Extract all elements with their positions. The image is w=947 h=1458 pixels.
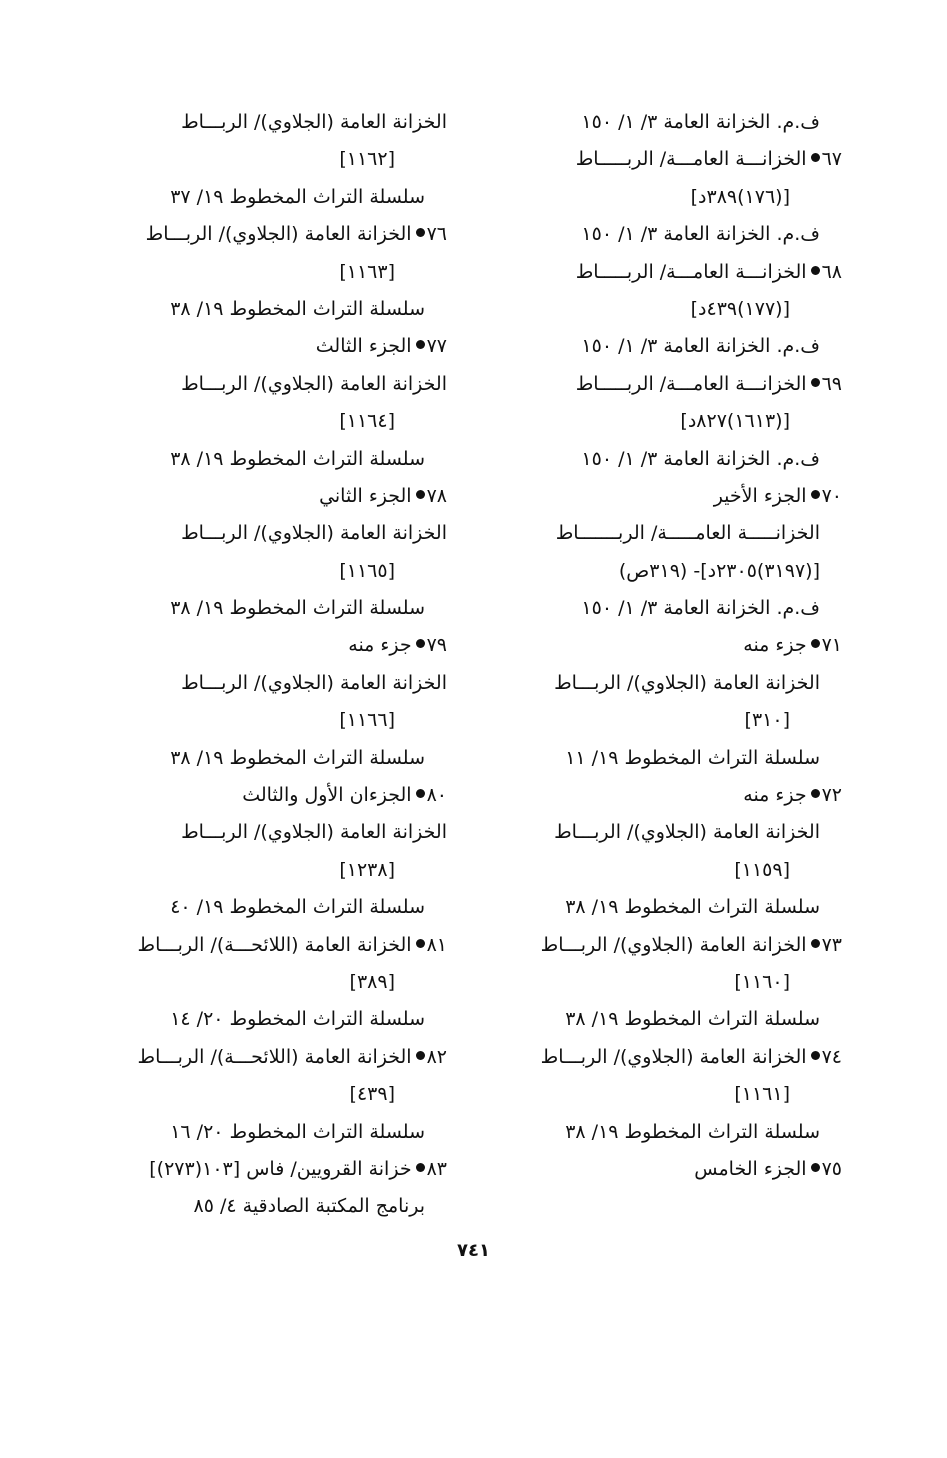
line-text: [١١٦٣] — [339, 260, 395, 283]
catalog-detail-line — [482, 964, 842, 1001]
line-text: الخزانة العامة (الجلاوي)/ الربـــاط — [181, 522, 447, 545]
line-text: الخزانة العامة (الجلاوي)/ الربـــاط — [540, 1045, 807, 1068]
entry-number: ٨٠ — [426, 784, 447, 807]
bullet-icon — [811, 1051, 820, 1060]
catalog-detail-line — [87, 441, 447, 478]
line-text: الخزانة العامة (الجلاوي)/ الربـــاط — [145, 223, 412, 246]
catalog-detail-line — [87, 553, 447, 590]
bullet-icon — [811, 639, 820, 648]
bullet-icon — [416, 228, 425, 237]
catalog-detail-line — [87, 1188, 447, 1225]
entry-number: ٧٤ — [821, 1045, 842, 1068]
catalog-detail-line — [482, 403, 842, 440]
line-text: سلسلة التراث المخطوط ١٩/ ٣٨ — [170, 447, 425, 470]
line-text: الخزانة العامة (الجلاوي)/ الربـــاط — [540, 933, 807, 956]
entry-number: ٧٣ — [821, 933, 842, 956]
line-text: جزء منه — [743, 784, 807, 807]
line-text: خزانة القرويين/ فاس [١٠٣(٢٧٣)] — [149, 1157, 412, 1180]
catalog-entry-line — [482, 1151, 842, 1188]
line-text: [١١٦٦] — [339, 709, 395, 732]
catalog-detail-line — [87, 814, 447, 851]
catalog-detail-line — [482, 702, 842, 739]
line-text: [١١٥٩] — [734, 858, 790, 881]
line-text: [(١٧٦)٣٨٩د] — [690, 185, 790, 208]
catalog-entry-line — [482, 627, 842, 664]
line-text: الخزانـــة العامـــة/ الربـــــاط — [575, 372, 807, 395]
line-text: جزء منه — [743, 634, 807, 657]
catalog-detail-line — [87, 104, 447, 141]
line-text: الخزانة العامة (الجلاوي)/ الربـــاط — [181, 821, 447, 844]
line-text: ف.م. الخزانة العامة ٣/ ١/ ١٥٠ — [581, 335, 820, 358]
line-text: الخزانة العامة (اللائحـــة)/ الربـــاط — [137, 1045, 412, 1068]
line-text: سلسلة التراث المخطوط ١٩/ ١١ — [565, 746, 820, 769]
line-text: [(١٧٧)٤٣٩د] — [690, 297, 790, 320]
line-text: سلسلة التراث المخطوط ١٩/ ٤٠ — [170, 896, 425, 919]
catalog-detail-line — [482, 740, 842, 777]
catalog-entry-line — [87, 627, 447, 664]
catalog-detail-line — [87, 366, 447, 403]
line-text: سلسلة التراث المخطوط ١٩/ ٣٧ — [170, 185, 425, 208]
line-text: سلسلة التراث المخطوط ١٩/ ٣٨ — [170, 746, 425, 769]
catalog-entry-line — [482, 254, 842, 291]
catalog-entry-line — [482, 777, 842, 814]
line-text: سلسلة التراث المخطوط ١٩/ ٣٨ — [565, 1008, 820, 1031]
entry-number: ٧٢ — [821, 784, 842, 807]
catalog-detail-line — [87, 291, 447, 328]
entry-number: ٦٩ — [821, 372, 842, 395]
catalog-detail-line — [87, 889, 447, 926]
line-text: [١١٦٢] — [339, 148, 395, 171]
catalog-detail-line — [87, 141, 447, 178]
line-text: الخزانة العامة (الجلاوي)/ الربـــاط — [554, 671, 820, 694]
right-column — [482, 104, 842, 1188]
catalog-detail-line — [87, 1114, 447, 1151]
entry-number: ٧١ — [821, 634, 842, 657]
page-number: ٧٤١ — [457, 1240, 490, 1261]
catalog-detail-line — [482, 515, 842, 552]
entry-number: ٨٣ — [426, 1157, 447, 1180]
line-text: ف.م. الخزانة العامة ٣/ ١/ ١٥٠ — [581, 447, 820, 470]
entry-number: ٧٠ — [821, 484, 842, 507]
catalog-entry-line — [482, 927, 842, 964]
line-text: برنامج المكتبة الصادقية ٤/ ٨٥ — [193, 1195, 425, 1218]
entry-number: ٧٦ — [426, 223, 447, 246]
entry-number: ٦٧ — [821, 148, 842, 171]
catalog-detail-line — [482, 291, 842, 328]
line-text: الخزانـــــة العامـــــة/ الربـــــــاط — [555, 522, 820, 545]
entry-number: ٨٢ — [426, 1045, 447, 1068]
bullet-icon — [416, 1051, 425, 1060]
entry-number: ٧٥ — [821, 1157, 842, 1180]
catalog-entry-line — [87, 216, 447, 253]
catalog-detail-line — [87, 852, 447, 889]
catalog-detail-line — [87, 515, 447, 552]
entry-number: ٧٩ — [426, 634, 447, 657]
line-text: [١١٦٤] — [339, 410, 395, 433]
catalog-entry-line — [87, 1039, 447, 1076]
line-text: ف.م. الخزانة العامة ٣/ ١/ ١٥٠ — [581, 597, 820, 620]
catalog-detail-line — [482, 328, 842, 365]
line-text: [(١٦١٣)٨٢٧د] — [680, 410, 790, 433]
catalog-detail-line — [482, 814, 842, 851]
bullet-icon — [811, 939, 820, 948]
catalog-entry-line — [87, 777, 447, 814]
catalog-entry-line — [482, 366, 842, 403]
catalog-entry-line — [482, 1039, 842, 1076]
catalog-detail-line — [87, 964, 447, 1001]
bullet-icon — [811, 266, 820, 275]
left-column — [87, 104, 447, 1226]
bullet-icon — [811, 789, 820, 798]
catalog-detail-line — [87, 254, 447, 291]
line-text: [١١٦١] — [734, 1083, 790, 1106]
catalog-detail-line — [482, 665, 842, 702]
line-text: ف.م. الخزانة العامة ٣/ ١/ ١٥٠ — [581, 111, 820, 133]
bullet-icon — [416, 789, 425, 798]
line-text: الجزء الثالث — [315, 335, 412, 358]
catalog-detail-line — [87, 403, 447, 440]
line-text: الجزءان الأول والثالث — [242, 784, 412, 807]
catalog-entry-line — [87, 1151, 447, 1188]
catalog-detail-line — [87, 740, 447, 777]
line-text: سلسلة التراث المخطوط ٢٠/ ١٦ — [170, 1120, 425, 1143]
bullet-icon — [811, 153, 820, 162]
bullet-icon — [811, 1163, 820, 1172]
line-text: ف.م. الخزانة العامة ٣/ ١/ ١٥٠ — [581, 223, 820, 246]
catalog-detail-line — [482, 441, 842, 478]
line-text: الخزانة العامة (الجلاوي)/ الربـــاط — [554, 821, 820, 844]
line-text: الجزء الثاني — [319, 484, 412, 507]
catalog-detail-line — [482, 1114, 842, 1151]
catalog-detail-line — [482, 179, 842, 216]
line-text: [(٣١٩٧)٢٣٠٥د]- (٣١٩ص) — [618, 559, 820, 582]
catalog-detail-line — [482, 1001, 842, 1038]
catalog-entry-line — [87, 478, 447, 515]
line-text: الخزانـــة العامـــة/ الربـــــاط — [575, 148, 807, 171]
line-text: سلسلة التراث المخطوط ١٩/ ٣٨ — [170, 297, 425, 320]
catalog-detail-line — [482, 1076, 842, 1113]
catalog-detail-line — [482, 852, 842, 889]
line-text: الخزانة العامة (الجلاوي)/ الربـــاط — [181, 111, 447, 133]
catalog-detail-line — [87, 590, 447, 627]
bullet-icon — [416, 939, 425, 948]
catalog-detail-line — [482, 889, 842, 926]
catalog-detail-line — [482, 104, 842, 141]
line-text: سلسلة التراث المخطوط ١٩/ ٣٨ — [565, 1120, 820, 1143]
catalog-detail-line — [87, 1001, 447, 1038]
line-text: الجزء الأخير — [713, 484, 807, 507]
catalog-detail-line — [87, 665, 447, 702]
line-text: [٣١٠] — [744, 709, 790, 732]
line-text: سلسلة التراث المخطوط ١٩/ ٣٨ — [565, 896, 820, 919]
entry-number: ٧٨ — [426, 484, 447, 507]
catalog-detail-line — [482, 553, 842, 590]
line-text: [٣٨٩] — [349, 970, 395, 993]
line-text: الخزانة العامة (اللائحـــة)/ الربـــاط — [137, 933, 412, 956]
bullet-icon — [416, 490, 425, 499]
line-text: [١١٦٠] — [734, 970, 790, 993]
catalog-detail-line — [87, 702, 447, 739]
entry-number: ٧٧ — [426, 335, 447, 358]
catalog-detail-line — [482, 590, 842, 627]
line-text: الخزانـــة العامـــة/ الربـــــاط — [575, 260, 807, 283]
bullet-icon — [416, 1163, 425, 1172]
line-text: جزء منه — [348, 634, 412, 657]
line-text: [١٢٣٨] — [339, 858, 395, 881]
line-text: سلسلة التراث المخطوط ١٩/ ٣٨ — [170, 597, 425, 620]
line-text: الجزء الخامس — [694, 1157, 807, 1180]
catalog-detail-line — [87, 1076, 447, 1113]
catalog-entry-line — [87, 328, 447, 365]
catalog-detail-line — [482, 216, 842, 253]
line-text: سلسلة التراث المخطوط ٢٠/ ١٤ — [170, 1008, 425, 1031]
entry-number: ٦٨ — [821, 260, 842, 283]
bullet-icon — [416, 639, 425, 648]
line-text: الخزانة العامة (الجلاوي)/ الربـــاط — [181, 372, 447, 395]
catalog-entry-line — [482, 141, 842, 178]
bullet-icon — [416, 340, 425, 349]
line-text: [٤٣٩] — [349, 1083, 395, 1106]
bullet-icon — [811, 490, 820, 499]
bullet-icon — [811, 378, 820, 387]
catalog-detail-line — [87, 179, 447, 216]
catalog-entry-line — [87, 927, 447, 964]
catalog-entry-line — [482, 478, 842, 515]
line-text: الخزانة العامة (الجلاوي)/ الربـــاط — [181, 671, 447, 694]
line-text: [١١٦٥] — [339, 559, 395, 582]
entry-number: ٨١ — [426, 933, 447, 956]
